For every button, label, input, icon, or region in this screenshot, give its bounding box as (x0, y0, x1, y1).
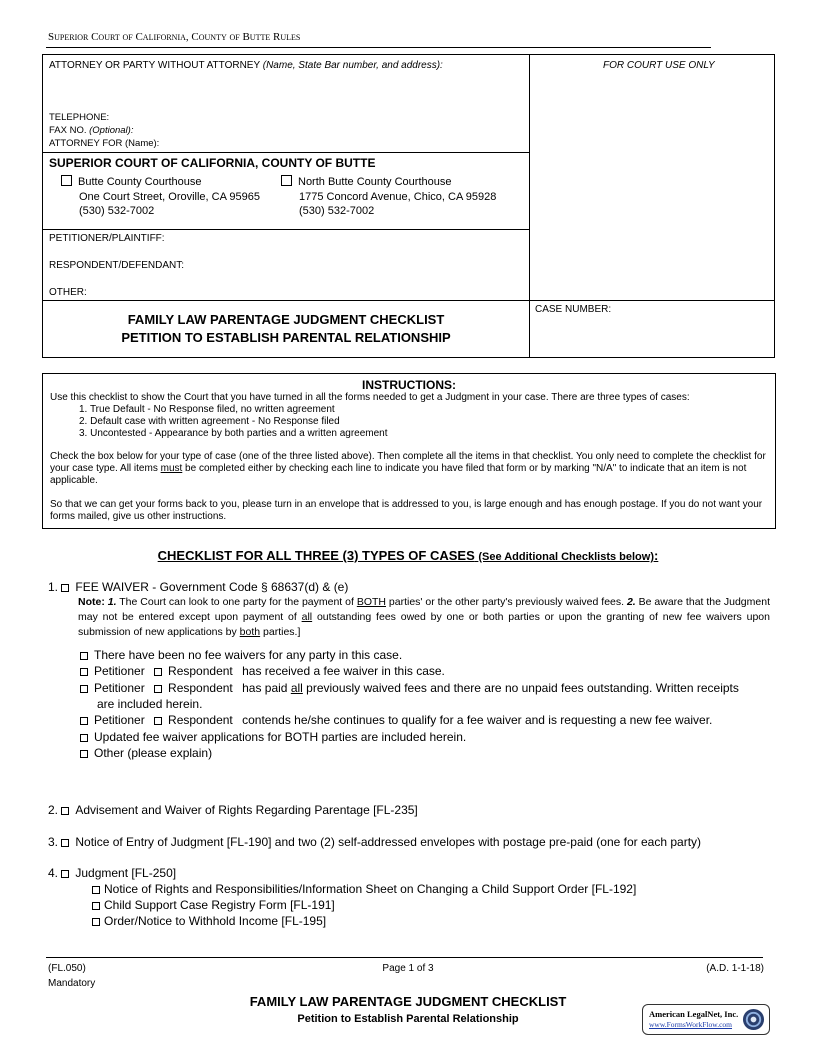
court-use-label: FOR COURT USE ONLY (603, 60, 715, 71)
fee-waiver-note: Note: 1. The Court can look to one party for the payment of BOTH parties' or the other party's previously waived fees. 2. Be aware that the Judgment may not be entered except upon payment of all outstanding fees owed by one or both parties or upon the granting of new fee waivers upon submission of new applications by both parties.] (78, 596, 770, 638)
checkbox[interactable] (61, 839, 69, 847)
attorney-field-label: ATTORNEY OR PARTY WITHOUT ATTORNEY (Name, State Bar number, and address): (49, 60, 443, 71)
checklist-item-judgment[interactable]: 4. Judgment [FL-250] (48, 866, 177, 880)
fee-option-paid-continued: are included herein. (97, 697, 203, 711)
instructions-paragraph-3: So that we can get your forms back to you, please turn in an envelope that is addressed to you, is large enough and has enough postage. If you do not want your forms mailed, give us other instructions. (50, 499, 763, 522)
case-type-list (79, 404, 768, 440)
courthouse-option-chico[interactable]: North Butte County Courthouse 1775 Concord Avenue, Chico, CA 95928 (530) 532-7002 (281, 175, 496, 219)
checkbox[interactable] (61, 584, 69, 592)
list-item: 3. Uncontested - Appearance by both parties and a written agreement (79, 428, 388, 439)
caption-divider-attorney (43, 152, 529, 153)
checkbox[interactable] (61, 175, 72, 186)
fee-option-updated[interactable]: Updated fee waiver applications for BOTH parties are included herein. (80, 729, 466, 745)
header-divider (46, 47, 711, 48)
respondent-label: RESPONDENT/DEFENDANT: (49, 260, 185, 271)
case-number-label: CASE NUMBER: (535, 304, 612, 315)
checklist-item-advisement[interactable]: 2. Advisement and Waiver of Rights Regarding Parentage [FL-235] (48, 803, 418, 817)
mandatory-label: Mandatory (48, 978, 96, 989)
checkbox[interactable] (154, 717, 162, 725)
checkbox[interactable] (80, 685, 88, 693)
instructions-intro: Use this checklist to show the Court that you have turned in all the forms needed to get a Judgment in your case. There are three types of cases: (50, 392, 690, 403)
footer-title: FAMILY LAW PARENTAGE JUDGMENT CHECKLIST (249, 994, 567, 1009)
fee-option-contends[interactable]: Petitioner Respondent contends he/she continues to qualify for a fee waiver and is requesting a new fee waiver. (80, 712, 712, 728)
judgment-sub-fl191[interactable]: Child Support Case Registry Form [FL-191] (92, 897, 335, 913)
court-name: SUPERIOR COURT OF CALIFORNIA, COUNTY OF BUTTE (49, 156, 376, 170)
footer-divider (46, 957, 763, 958)
checklist-item-fee-waiver[interactable]: 1. FEE WAIVER - Government Code § 68637(d) & (e) (48, 580, 349, 594)
telephone-label: TELEPHONE: (49, 112, 110, 123)
fee-option-other[interactable]: Other (please explain) (80, 745, 212, 761)
checkbox[interactable] (92, 918, 100, 926)
fee-option-none[interactable]: There have been no fee waivers for any party in this case. (80, 647, 402, 663)
fee-option-paid[interactable]: Petitioner Respondent has paid all previously waived fees and there are no unpaid fees outstanding. Written receipts (80, 680, 739, 696)
caption-divider-parties (43, 300, 774, 301)
checkbox[interactable] (154, 668, 162, 676)
page-number: Page 1 of 3 (382, 963, 434, 974)
checkbox[interactable] (80, 668, 88, 676)
checklist-heading: CHECKLIST FOR ALL THREE (3) TYPES OF CASES (See Additional Checklists below): (157, 548, 659, 563)
footer-subtitle: Petition to Establish Parental Relationship (297, 1013, 519, 1025)
checkbox[interactable] (92, 902, 100, 910)
other-label: OTHER: (49, 287, 87, 298)
logo-url: www.FormsWorkFlow.com (649, 1020, 733, 1029)
checkbox[interactable] (92, 886, 100, 894)
list-item: 1. True Default - No Response filed, no written agreement (79, 404, 335, 415)
form-code: (FL.050) (48, 963, 86, 974)
checkbox[interactable] (61, 807, 69, 815)
instructions-box (42, 373, 776, 529)
fax-label: FAX NO. (Optional): (49, 125, 134, 136)
logo-name: American LegalNet, Inc. (649, 1009, 739, 1019)
judgment-sub-fl192[interactable]: Notice of Rights and Responsibilities/Information Sheet on Changing a Child Support Order [FL-192] (92, 881, 636, 897)
courthouse-option-oroville[interactable]: Butte County Courthouse One Court Street, Oroville, CA 95965 (530) 532-7002 (61, 175, 260, 219)
caption-box (42, 54, 775, 358)
checkbox[interactable] (80, 750, 88, 758)
judgment-sub-fl195[interactable]: Order/Notice to Withhold Income [FL-195] (92, 913, 326, 929)
petitioner-label: PETITIONER/PLAINTIFF: (49, 233, 165, 244)
checkbox[interactable] (80, 734, 88, 742)
caption-vertical-divider (529, 55, 530, 357)
checklist-item-notice-of-entry[interactable]: 3. Notice of Entry of Judgment [FL-190] and two (2) self-addressed envelopes with postage pre-paid (one for each party) (48, 835, 702, 849)
running-header: Superior Court of California, County of Butte Rules (48, 31, 301, 43)
publisher-logo (642, 1004, 770, 1035)
checkbox[interactable] (80, 652, 88, 660)
checkbox[interactable] (281, 175, 292, 186)
form-title: FAMILY LAW PARENTAGE JUDGMENT CHECKLIST PETITION TO ESTABLISH PARENTAL RELATIONSHIP (121, 312, 451, 345)
attorney-for-label: ATTORNEY FOR (Name): (49, 138, 160, 149)
revision-date: (A.D. 1-1-18) (706, 963, 764, 974)
list-item: 2. Default case with written agreement - No Response filed (79, 416, 340, 427)
checkbox[interactable] (61, 870, 69, 878)
instructions-paragraph-2: Check the box below for your type of case (one of the three listed above). Then complete all the items in that checklist. You only need to complete the checklist for your case type. All items must be completed either by checking each line to indicate you have filed that form or by marking "N/A" to indicate that an item is not applicable. (50, 451, 766, 486)
caption-divider-court (43, 229, 529, 230)
checkbox[interactable] (154, 685, 162, 693)
fee-option-received[interactable]: Petitioner Respondent has received a fee waiver in this case. (80, 663, 445, 679)
globe-icon (742, 1008, 765, 1031)
checkbox[interactable] (80, 717, 88, 725)
instructions-title: INSTRUCTIONS: (362, 378, 456, 392)
